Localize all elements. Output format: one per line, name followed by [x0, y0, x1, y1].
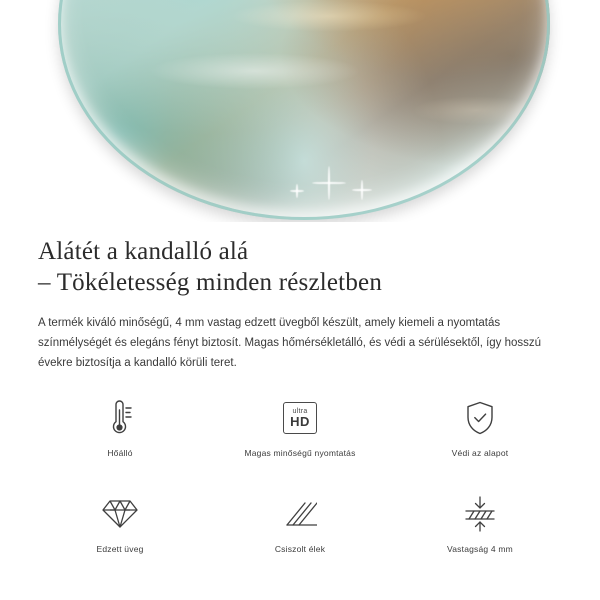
feature-label: Hőálló [107, 448, 133, 458]
glass-board-image [58, 0, 550, 220]
feature-list [30, 398, 570, 554]
ultra-hd-badge-icon [283, 398, 317, 438]
description-paragraph: A termék kiváló minőségű, 4 mm vastag edzett üvegből készült, amely kiemeli a nyomtatás színmélységét és elegáns fényt biztosít. Magas hőmérsékletálló, és védi a sérülésektől, így hosszú évekre biztosítja a kandalló körüli teret. [38, 317, 542, 369]
thickness-arrows-icon [462, 494, 498, 534]
feature-label: Edzett üveg [96, 544, 144, 554]
feature-label: Magas minőségű nyomtatás [244, 448, 356, 458]
hero-image [0, 0, 600, 222]
feature-label: Csiszolt élek [274, 544, 326, 554]
polished-edges-icon [283, 494, 317, 534]
badge-main-text: HD [290, 414, 310, 429]
diamond-icon [101, 494, 139, 534]
feature-protects-surface [390, 398, 570, 458]
page-title [38, 236, 558, 298]
badge-top-text: ultra [292, 408, 308, 415]
headline-line-1: Alátét a kandalló alá [38, 238, 249, 265]
headline-line-2: – Tökéletesség minden részletben [38, 269, 383, 296]
feature-label: Vastagság 4 mm [447, 544, 513, 554]
feature-label: Védi az alapot [451, 448, 509, 458]
feature-print-quality [210, 398, 390, 458]
feature-polished-edges [210, 494, 390, 554]
feature-tempered-glass [30, 494, 210, 554]
feature-heat-resistant [30, 398, 210, 458]
thermometer-icon [105, 398, 135, 438]
feature-thickness [390, 494, 570, 554]
shield-check-icon [464, 398, 496, 438]
